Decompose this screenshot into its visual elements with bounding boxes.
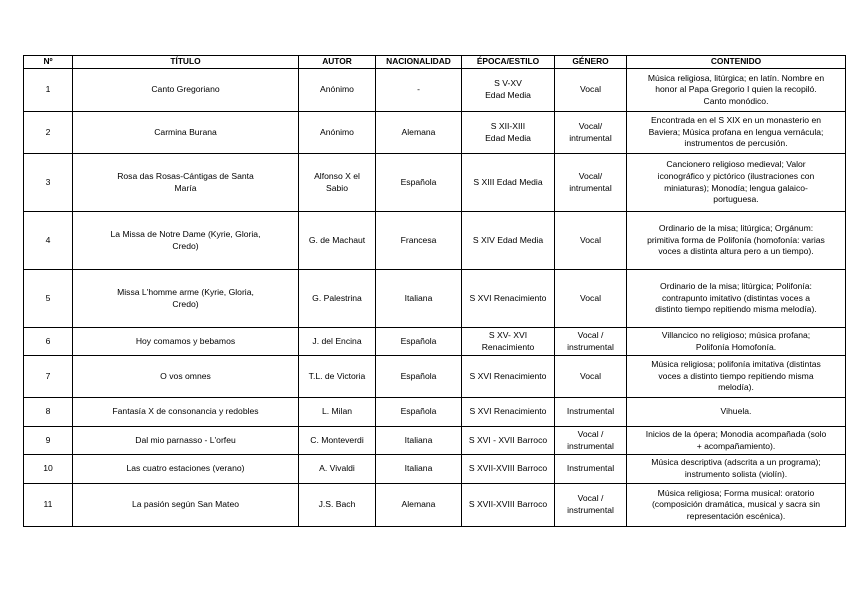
cell-num: 10 [24,455,73,484]
cell-titulo-line: O vos omnes [160,370,211,381]
cell-epoca [462,212,555,270]
cell-epoca [462,398,555,427]
cell-epoca [462,356,555,398]
cell-autor-line: C. Monteverdi [310,434,364,445]
cell-contenido-line: instrumento solista (violín). [684,469,788,479]
cell-titulo [73,455,299,484]
cell-epoca [462,112,555,154]
cell-contenido [627,484,846,527]
cell-nacionalidad: Española [376,154,462,212]
cell-contenido [627,112,846,154]
cell-titulo-line: La pasión según San Mateo [131,499,240,510]
table-row [24,356,846,398]
cell-epoca-line: S XIV Edad Media [472,234,544,245]
cell-contenido-line: Villancico no religioso; música profana; [661,329,811,340]
cell-contenido-line: Canto monódico. [703,95,769,106]
cell-num: 11 [24,484,73,527]
cell-epoca [462,69,555,112]
cell-genero-line: Vocal / [577,428,604,439]
cell-genero-line: Vocal/ [578,120,603,131]
cell-autor-line: A. Vivaldi [319,463,355,474]
cell-autor [299,455,376,484]
cell-nacionalidad: Española [376,328,462,356]
cell-contenido [627,328,846,356]
cell-nacionalidad: Italiana [376,427,462,455]
table-row [24,212,846,270]
cell-contenido-line: Polifonía Homofonía. [695,341,777,352]
header-num: Nº [24,56,73,69]
cell-contenido-line: primitiva forma de Polifonía (homofonía: varias [647,234,825,245]
cell-genero-line: instrumental [567,440,614,451]
cell-autor-line: J.S. Bach [318,499,356,510]
cell-contenido-line: Ordinario de la misa; litúrgica; Orgánum: [658,223,814,234]
cell-titulo-line: Rosa das Rosas-Cántigas de Santa [117,170,254,181]
table-row [24,328,846,356]
cell-num: 6 [24,328,73,356]
cell-epoca [462,328,555,356]
cell-epoca-line: S V-XV [494,78,522,89]
table-body [24,69,846,527]
cell-genero-line: instrumental [567,505,614,515]
cell-contenido-line: Ordinario de la misa; litúrgica; Polifonía: [660,281,812,292]
cell-contenido-line: Baviera; Música profana en lengua vernácula; [648,126,824,137]
header-nacionalidad: NACIONALIDAD [376,56,462,69]
cell-epoca-line: Edad Media [485,132,531,143]
cell-contenido-line: instrumentos de percusión. [684,138,788,149]
cell-epoca-line: Edad Media [485,90,531,100]
cell-num: 5 [24,270,73,328]
cell-num: 1 [24,69,73,112]
cell-epoca-line: S XVI Renacimiento [469,406,547,417]
cell-autor [299,398,376,427]
cell-titulo [73,112,299,154]
cell-num: 7 [24,356,73,398]
cell-epoca-line: S XVII-XVIII Barroco [468,463,548,474]
header-autor: AUTOR [299,56,376,69]
cell-contenido [627,455,846,484]
cell-contenido [627,427,846,455]
cell-contenido-line: Música religiosa; Forma musical: oratorio [657,487,815,498]
cell-titulo-line: Las cuatro estaciones (verano) [126,463,245,474]
cell-genero [555,270,627,328]
cell-epoca-line: S XVI - XVII Barroco [468,434,548,445]
cell-contenido-line: distinto tiempo repitiendo misma melodía). [655,304,817,315]
cell-contenido-line: melodía). [718,382,754,393]
cell-titulo-line: Fantasía X de consonancia y redobles [112,406,259,417]
cell-contenido-line: Música descriptiva (adscrita a un programa); [651,457,821,468]
cell-titulo [73,398,299,427]
cell-nacionalidad: - [376,69,462,112]
cell-nacionalidad: Italiana [376,270,462,328]
cell-genero [555,356,627,398]
cell-titulo-line: Canto Gregoriano [151,84,220,95]
header-epoca: ÉPOCA/ESTILO [462,56,555,69]
cell-titulo [73,356,299,398]
header-titulo: TÍTULO [73,56,299,69]
cell-genero [555,455,627,484]
cell-autor-line: J. del Encina [312,335,362,346]
cell-titulo-line: Dal mio parnasso - L'orfeu [135,434,236,445]
cell-titulo-line: La Missa de Notre Dame (Kyrie, Gloria, [110,228,261,239]
cell-titulo-line: María [174,182,197,193]
cell-autor [299,69,376,112]
cell-genero-line: Vocal / [577,329,604,340]
table-row [24,154,846,212]
cell-epoca-line: S XII-XIII [490,120,526,131]
cell-autor [299,270,376,328]
cell-autor [299,112,376,154]
cell-genero-line: Instrumental [566,406,615,417]
cell-genero-line: intrumental [569,182,612,193]
cell-genero-line: Instrumental [566,463,615,474]
cell-contenido-line: Inicios de la ópera; Monodia acompañada (solo [645,428,827,439]
table-row [24,455,846,484]
cell-genero [555,212,627,270]
cell-num: 4 [24,212,73,270]
cell-contenido-line: portuguesa. [713,194,759,205]
cell-titulo [73,270,299,328]
cell-titulo-line: Carmina Burana [154,126,217,137]
cell-num: 9 [24,427,73,455]
cell-epoca-line: Renacimiento [481,341,535,352]
cell-epoca [462,455,555,484]
cell-contenido-line: iconográfico y pictórico (ilustraciones con [657,170,815,181]
table-row [24,427,846,455]
cell-contenido-line: contrapunto imitativo (distintas voces a [661,292,811,303]
cell-genero-line: Vocal/ [578,170,603,181]
cell-autor [299,328,376,356]
cell-epoca [462,270,555,328]
cell-epoca-line: S XIII Edad Media [473,176,543,187]
cell-nacionalidad: Alemana [376,112,462,154]
cell-genero [555,112,627,154]
cell-epoca [462,154,555,212]
table-row [24,69,846,112]
table-row [24,398,846,427]
cell-nacionalidad: Alemana [376,484,462,527]
cell-contenido-line: Vihuela. [720,406,752,417]
cell-genero [555,484,627,527]
cell-nacionalidad: Italiana [376,455,462,484]
cell-autor [299,484,376,527]
cell-contenido-line: voces a distinto tiempo repitiendo misma [658,370,814,381]
cell-autor [299,154,376,212]
cell-nacionalidad: Española [376,398,462,427]
cell-genero [555,398,627,427]
cell-genero-line: intrumental [569,132,612,143]
cell-genero-line: Vocal [579,234,602,245]
cell-contenido-line: Encontrada en el S XIX en un monasterio en [650,115,822,126]
cell-autor-line: T.L. de Victoria [308,370,366,381]
cell-genero [555,69,627,112]
cell-contenido-line: Música religiosa; polifonía imitativa (distintas [651,359,821,370]
cell-titulo [73,427,299,455]
cell-contenido-line: representación escénica). [686,510,786,521]
cell-genero-line: Vocal [579,292,602,303]
cell-autor-line: G. Palestrina [312,292,362,303]
cell-epoca-line: S XVII-XVIII Barroco [468,499,548,510]
cell-autor [299,212,376,270]
cell-contenido-line: voces a distinta altura pero a un tiempo). [658,246,814,257]
cell-epoca-line: S XVI Renacimiento [469,370,547,381]
cell-titulo-line: Hoy comamos y bebamos [135,335,236,346]
cell-contenido-line: Música religiosa, litúrgica; en latín. Nombre en [647,72,825,83]
cell-titulo [73,154,299,212]
cell-titulo [73,484,299,527]
cell-contenido [627,270,846,328]
cell-genero [555,154,627,212]
cell-contenido [627,356,846,398]
cell-genero [555,328,627,356]
cell-contenido-line: (composición dramática, musical y sacra sin [651,499,821,510]
cell-autor-line: Anónimo [320,84,354,95]
cell-num: 3 [24,154,73,212]
cell-contenido [627,212,846,270]
cell-genero [555,427,627,455]
cell-contenido-line: miniaturas); Monodía; lengua galaico- [664,182,808,193]
cell-autor [299,427,376,455]
table-header-row [24,56,846,69]
cell-autor-line: Anónimo [320,126,354,137]
cell-titulo [73,212,299,270]
table-row [24,484,846,527]
header-genero: GÉNERO [555,56,627,69]
cell-genero-line: instrumental [567,341,614,352]
cell-contenido [627,69,846,112]
music-works-table [23,55,846,527]
cell-genero-line: Vocal [579,84,602,95]
cell-titulo [73,69,299,112]
cell-contenido-line: Cancionero religioso medieval; Valor [666,159,806,170]
cell-titulo-line: Missa L'homme arme (Kyrie, Gloria, [117,286,254,297]
cell-genero-line: Vocal [579,370,602,381]
cell-nacionalidad: Francesa [376,212,462,270]
cell-autor [299,356,376,398]
cell-titulo [73,328,299,356]
cell-epoca-line: S XV- XVI [488,329,528,340]
cell-autor-line: L. Milan [321,406,353,417]
header-contenido: CONTENIDO [627,56,846,69]
cell-epoca-line: S XVI Renacimiento [469,292,547,303]
cell-titulo-line: Credo) [172,298,199,309]
cell-contenido-line: honor al Papa Gregorio I quien la recopiló. [655,84,817,95]
cell-contenido-line: + acompañamiento). [696,440,776,451]
cell-epoca [462,427,555,455]
cell-titulo-line: Credo) [172,240,199,251]
cell-contenido [627,398,846,427]
cell-autor-line: Alfonso X el [314,170,360,181]
cell-num: 8 [24,398,73,427]
cell-contenido [627,154,846,212]
cell-autor-line: Sabio [326,182,348,193]
cell-nacionalidad: Española [376,356,462,398]
cell-genero-line: Vocal / [577,493,604,504]
table-row [24,270,846,328]
cell-epoca [462,484,555,527]
table-row [24,112,846,154]
cell-num: 2 [24,112,73,154]
cell-autor-line: G. de Machaut [308,234,366,245]
